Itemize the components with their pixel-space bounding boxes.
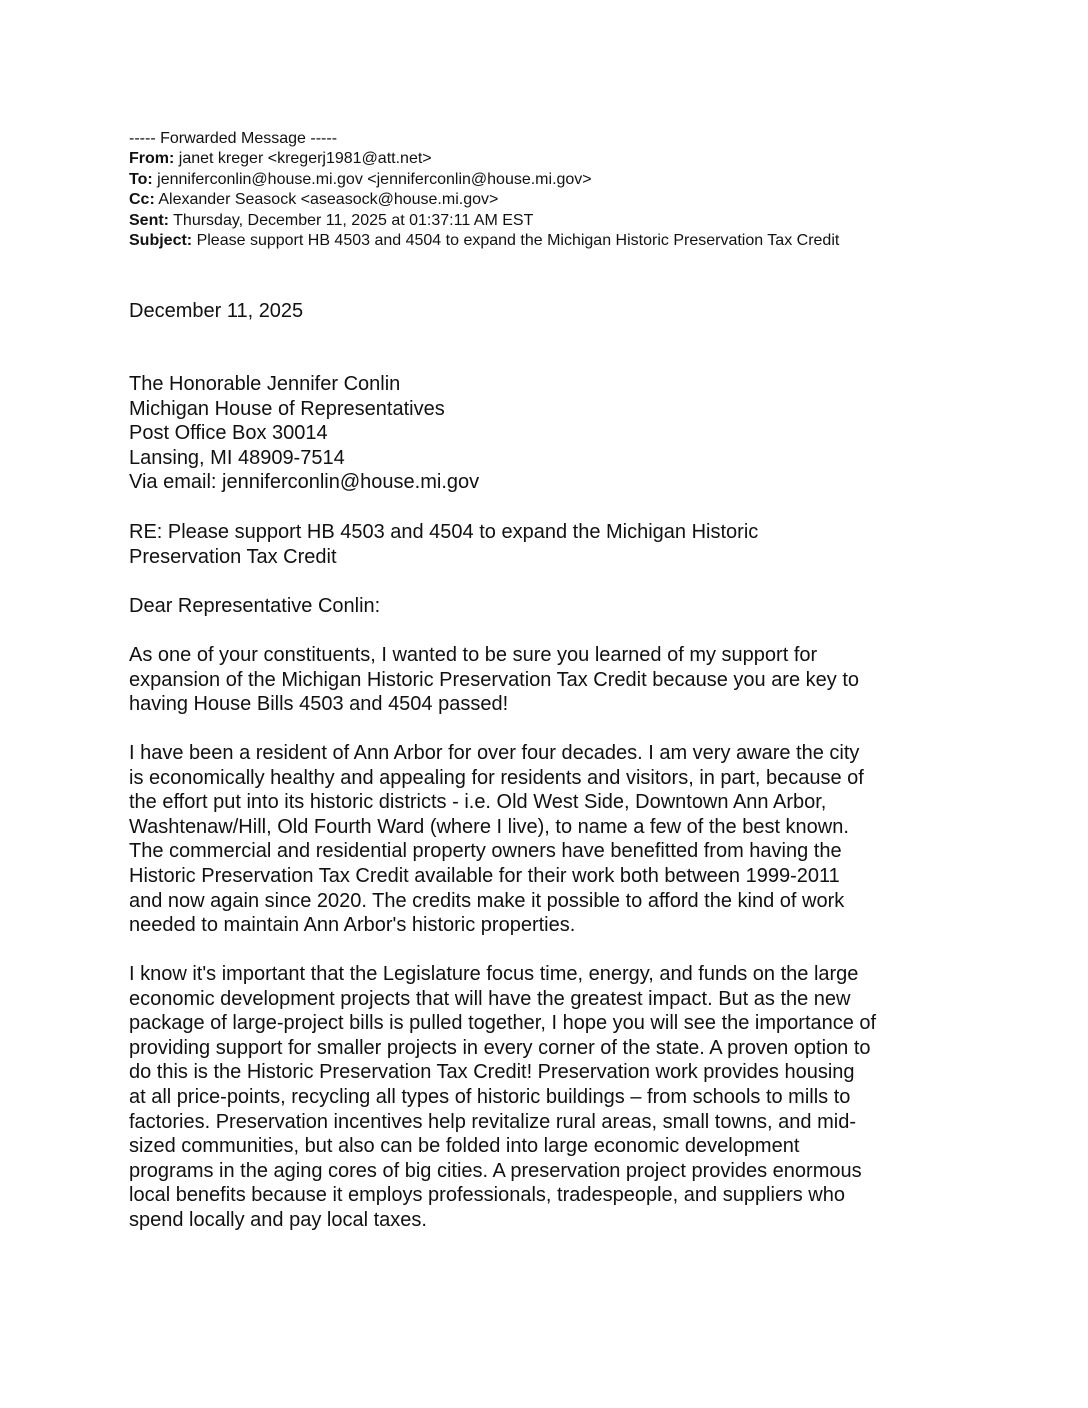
re-line-1: RE: Please support HB 4503 and 4504 to expand the Michigan Historic — [129, 521, 759, 543]
email-forward-header — [129, 129, 839, 251]
salutation-text: Dear Representative Conlin: — [129, 595, 381, 617]
letter-date — [129, 299, 949, 324]
to-value: jenniferconlin@house.mi.gov <jenniferconlin@house.mi.gov> — [157, 170, 592, 188]
paragraph-line: Washtenaw/Hill, Old Fourth Ward (where I live), to name a few of the best known. — [129, 815, 849, 838]
from-row — [129, 149, 839, 169]
paragraph-line: needed to maintain Ann Arbor's historic properties. — [129, 914, 576, 937]
cc-value: Alexander Seasock <aseasock@house.mi.gov> — [158, 191, 499, 209]
from-label: From: — [129, 150, 175, 168]
paragraph-line: package of large-project bills is pulled together, I hope you will see the importance of — [129, 1012, 877, 1035]
body-paragraph-3 — [129, 962, 949, 1233]
salutation — [129, 594, 949, 619]
paragraph-line: the effort put into its historic districts - i.e. Old West Side, Downtown Ann Arbor, — [129, 791, 827, 814]
sent-row — [129, 211, 839, 231]
paragraph-line: is economically healthy and appealing for residents and visitors, in part, because of — [129, 766, 864, 789]
recipient-city-state-zip: Lansing, MI 48909-7514 — [129, 446, 345, 469]
subject-label: Subject: — [129, 232, 193, 250]
subject-value: Please support HB 4503 and 4504 to expand the Michigan Historic Preservation Tax Credit — [196, 232, 840, 250]
sent-value: Thursday, December 11, 2025 at 01:37:11 AM EST — [173, 211, 534, 229]
recipient-address-block — [129, 372, 949, 495]
body-paragraph-2 — [129, 741, 949, 938]
recipient-organization: Michigan House of Representatives — [129, 397, 445, 420]
cc-row — [129, 190, 839, 210]
paragraph-line: economic development projects that will have the greatest impact. But as the new — [129, 987, 851, 1010]
recipient-po-box: Post Office Box 30014 — [129, 422, 328, 445]
sent-label: Sent: — [129, 211, 169, 229]
re-line-2: Preservation Tax Credit — [129, 545, 337, 568]
paragraph-line: and now again since 2020. The credits make it possible to afford the kind of work — [129, 889, 845, 912]
subject-row — [129, 231, 839, 251]
recipient-email: Via email: jenniferconlin@house.mi.gov — [129, 471, 480, 494]
body-paragraph-1 — [129, 643, 949, 717]
recipient-name: The Honorable Jennifer Conlin — [129, 373, 401, 395]
paragraph-line: providing support for smaller projects in every corner of the state. A proven option to — [129, 1036, 871, 1059]
paragraph-line: sized communities, but also can be folded into large economic development — [129, 1135, 800, 1158]
paragraph-line: As one of your constituents, I wanted to be sure you learned of my support for — [129, 644, 818, 666]
forwarded-message-label: ----- Forwarded Message ----- — [129, 130, 338, 147]
from-value: janet kreger <kregerj1981@att.net> — [178, 150, 432, 168]
cc-label: Cc: — [129, 191, 155, 209]
paragraph-line: local benefits because it employs professionals, tradespeople, and suppliers who — [129, 1184, 845, 1207]
paragraph-line: I know it's important that the Legislature focus time, energy, and funds on the large — [129, 963, 859, 985]
paragraph-line: do this is the Historic Preservation Tax Credit! Preservation work provides housing — [129, 1061, 855, 1084]
to-row — [129, 170, 839, 190]
re-line — [129, 520, 949, 569]
paragraph-line: I have been a resident of Ann Arbor for over four decades. I am very aware the city — [129, 742, 860, 764]
paragraph-line: at all price-points, recycling all types of historic buildings – from schools to mills to — [129, 1085, 851, 1108]
paragraph-line: Historic Preservation Tax Credit available for their work both between 1999-2011 — [129, 864, 840, 887]
paragraph-line: having House Bills 4503 and 4504 passed! — [129, 693, 509, 716]
paragraph-line: spend locally and pay local taxes. — [129, 1208, 427, 1231]
paragraph-line: The commercial and residential property owners have benefitted from having the — [129, 840, 842, 863]
to-label: To: — [129, 170, 153, 188]
paragraph-line: programs in the aging cores of big cities. A preservation project provides enormous — [129, 1159, 862, 1182]
letter-date-text: December 11, 2025 — [129, 300, 304, 322]
paragraph-line: factories. Preservation incentives help revitalize rural areas, small towns, and mid- — [129, 1110, 856, 1133]
paragraph-line: expansion of the Michigan Historic Preservation Tax Credit because you are key to — [129, 668, 860, 691]
